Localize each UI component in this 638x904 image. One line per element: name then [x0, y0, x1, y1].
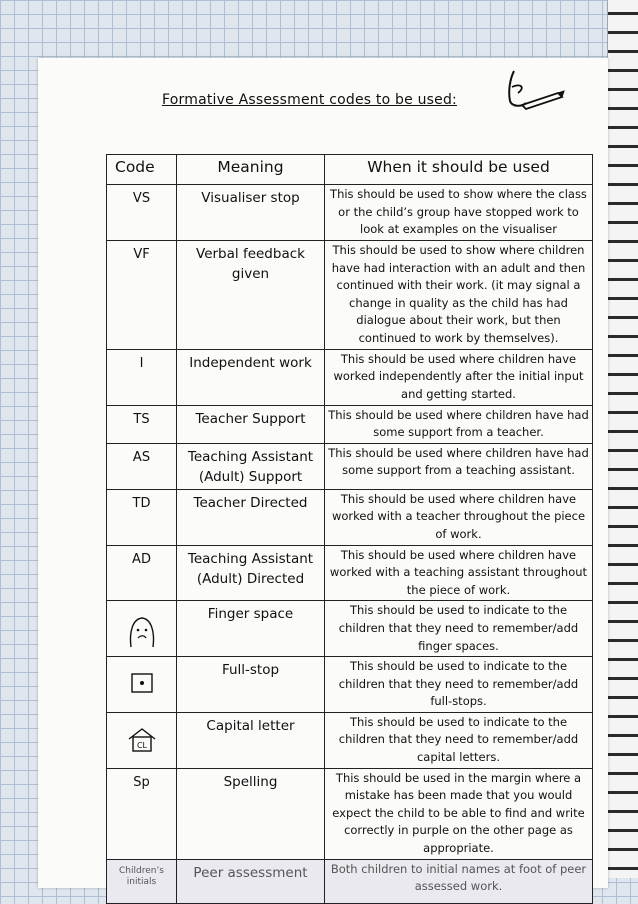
table-row — [107, 545, 593, 601]
table-row — [107, 489, 593, 545]
pen-logo-icon — [500, 65, 566, 113]
when-cell: This should be used to indicate to the children that they need to remember/add capital letters. — [325, 712, 593, 768]
code-cell: TS — [107, 405, 177, 443]
smiley-face-icon — [128, 615, 156, 649]
code-cell: Sp — [107, 768, 177, 859]
table-row — [107, 768, 593, 859]
meaning-cell: Teacher Support — [177, 405, 325, 443]
when-cell: Both children to initial names at foot of peer assessed work. — [325, 859, 593, 903]
meaning-cell: Visualiser stop — [177, 185, 325, 241]
table-row — [107, 241, 593, 350]
spiral-binding — [607, 0, 638, 878]
table-header-row — [107, 155, 593, 185]
house-cl-icon — [127, 727, 157, 753]
when-cell: This should be used to show where the class or the child’s group have stopped work to look at examples on the visualiser — [325, 185, 593, 241]
when-cell: This should be used where children have worked independently after the initial input and getting started. — [325, 349, 593, 405]
header-when: When it should be used — [325, 155, 593, 185]
code-cell — [107, 657, 177, 713]
house-cl-text: CL — [136, 740, 147, 750]
boxed-full-stop-icon — [129, 671, 155, 695]
code-cell: VS — [107, 185, 177, 241]
meaning-cell: Peer assessment — [177, 859, 325, 903]
code-cell: AD — [107, 545, 177, 601]
meaning-cell: Capital letter — [177, 712, 325, 768]
code-cell: TD — [107, 489, 177, 545]
meaning-cell: Verbal feedback given — [177, 241, 325, 350]
when-cell: This should be used where children have worked with a teaching assistant throughout the piece of work. — [325, 545, 593, 601]
meaning-cell: Teacher Directed — [177, 489, 325, 545]
meaning-cell: Spelling — [177, 768, 325, 859]
header-code: Code — [107, 155, 177, 185]
header-meaning: Meaning — [177, 155, 325, 185]
meaning-cell: Teaching Assistant (Adult) Support — [177, 443, 325, 489]
code-cell: I — [107, 349, 177, 405]
when-cell: This should be used to indicate to the children that they need to remember/add full-stops. — [325, 657, 593, 713]
table-row — [107, 712, 593, 768]
meaning-cell: Full-stop — [177, 657, 325, 713]
meaning-cell: Finger space — [177, 601, 325, 657]
table-row — [107, 601, 593, 657]
table-row — [107, 859, 593, 903]
meaning-cell: Independent work — [177, 349, 325, 405]
when-cell: This should be used in the margin where a mistake has been made that you would expect the child to be able to find and write correctly in purple on the other page as appropriate. — [325, 768, 593, 859]
page-title: Formative Assessment codes to be used: — [162, 92, 457, 108]
meaning-cell: Teaching Assistant (Adult) Directed — [177, 545, 325, 601]
code-cell: VF — [107, 241, 177, 350]
table-row — [107, 405, 593, 443]
when-cell: This should be used to indicate to the children that they need to remember/add finger spaces. — [325, 601, 593, 657]
code-cell — [107, 712, 177, 768]
when-cell: This should be used where children have had some support from a teaching assistant. — [325, 443, 593, 489]
assessment-codes-table — [106, 154, 593, 904]
when-cell: This should be used where children have had some support from a teacher. — [325, 405, 593, 443]
code-cell: Children’s initials — [107, 859, 177, 903]
table-row — [107, 443, 593, 489]
code-cell — [107, 601, 177, 657]
code-cell: AS — [107, 443, 177, 489]
table-row — [107, 185, 593, 241]
when-cell: This should be used where children have worked with a teacher throughout the piece of work. — [325, 489, 593, 545]
table-row — [107, 349, 593, 405]
table-row — [107, 657, 593, 713]
when-cell: This should be used to show where children have had interaction with an adult and then continued with their work. (it may signal a change in quality as the child has had dialogue about their work, but then continued to work by themselves). — [325, 241, 593, 350]
